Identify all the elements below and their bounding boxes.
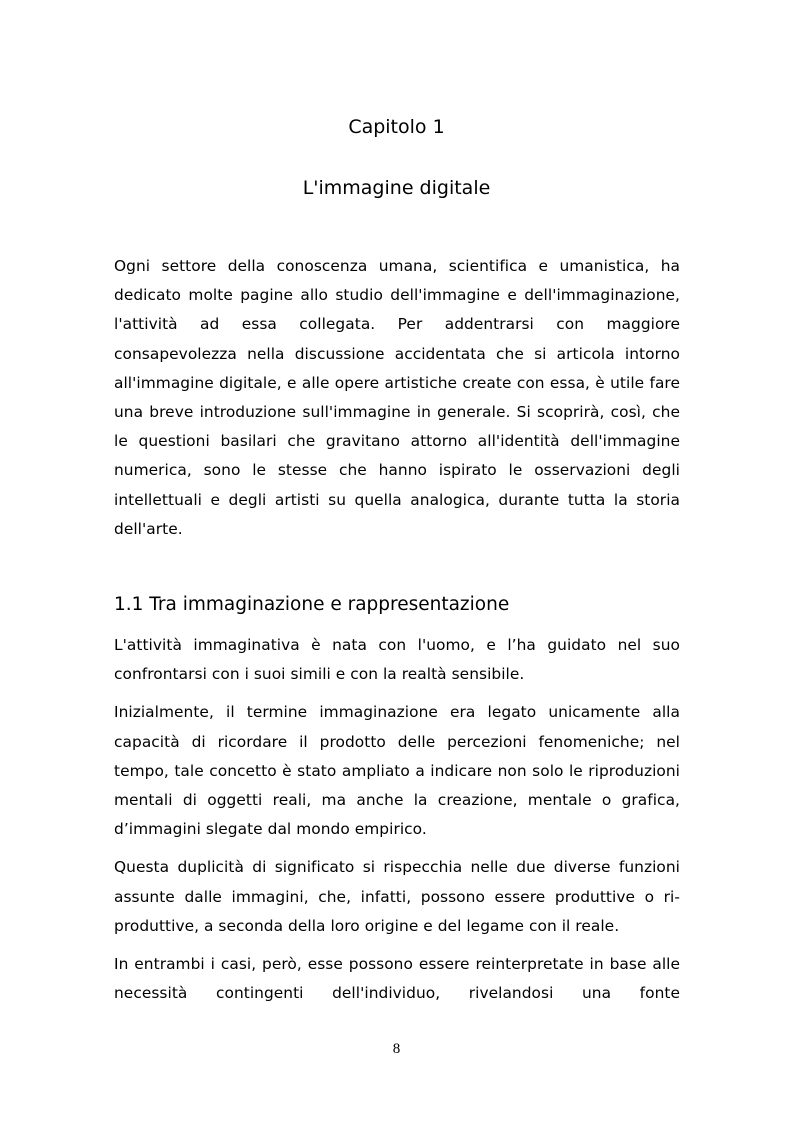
section-paragraph-1: L'attività immaginativa è nata con l'uomo, e l’ha guidato nel suo confrontarsi con i suoi simili e con la realtà sensibile. xyxy=(114,636,680,684)
intro-text xyxy=(114,252,680,544)
intro-paragraph: Ogni settore della conoscenza umana, scientifica e umanistica, ha dedicato molte pagine allo studio dell'immagine e dell'immaginazione, l'attività ad essa collegata. Per addentrarsi con maggiore consapevolezza nella discussione accidentata che si articola intorno all'immagine digitale, e alle opere artistiche create con essa, è utile fare una breve introduzione sull'immagine in generale. Si scoprirà, così, che le questioni basilari che gravitano attorno all'identità dell'immagine numerica, sono le stesse che hanno ispirato le osservazioni degli intellettuali e degli artisti su quella analogica, durante tutta la storia dell'arte. xyxy=(114,257,680,538)
section-paragraph-2: Inizialmente, il termine immaginazione era legato unicamente alla capacità di ricordare il prodotto delle percezioni fenomeniche; nel tempo, tale concetto è stato ampliato a indicare non solo le riproduzioni mentali di oggetti reali, ma anche la creazione, mentale o grafica, d’immagini slegate dal mondo empirico. xyxy=(114,703,680,839)
page-number: 8 xyxy=(392,1041,401,1057)
section-body xyxy=(114,631,680,1017)
section-paragraph-3: Questa duplicità di significato si rispecchia nelle due diverse funzioni assunte dalle immagini, che, infatti, possono essere produttive o ri-produttive, a seconda della loro origine e del legame con il reale. xyxy=(114,858,680,935)
chapter-number: Capitolo 1 xyxy=(348,116,445,138)
section-paragraph-4: In entrambi i casi, però, esse possono essere reinterpretate in base alle necessità contingenti dell'individuo, rivelandosi una fonte xyxy=(114,955,680,1003)
section-heading: 1.1 Tra immaginazione e rappresentazione xyxy=(114,594,510,615)
chapter-title: L'immagine digitale xyxy=(302,177,491,199)
